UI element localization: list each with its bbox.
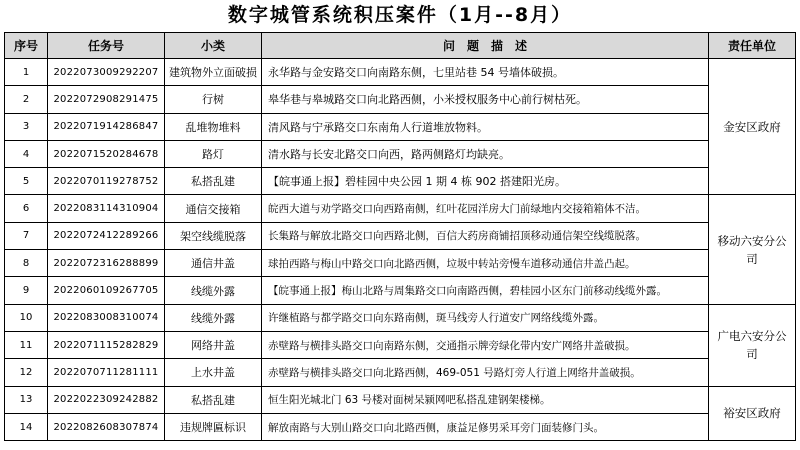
- table-row: [5, 222, 796, 249]
- table-row: [5, 250, 796, 277]
- row-description: 长集路与解放北路交口向西路北侧，百信大药房商铺招顶移动通信架空线缆脱落。: [262, 222, 709, 249]
- row-description: 赤壁路与横排头路交口向北路西侧，469-051 号路灯旁人行道上网络井盖破损。: [262, 359, 709, 386]
- table-header-row: [5, 33, 796, 59]
- row-subcategory: 线缆外露: [165, 277, 262, 304]
- row-task-no: 2022070119278752: [48, 168, 165, 195]
- table-row: [5, 195, 796, 222]
- row-description: 永华路与金安路交口向南路东侧，七里站巷 54 号墙体破损。: [262, 59, 709, 86]
- row-subcategory: 违规牌匾标识: [165, 413, 262, 440]
- row-seq: 13: [5, 386, 48, 413]
- row-task-no: 2022072412289266: [48, 222, 165, 249]
- row-task-no: 2022073009292207: [48, 59, 165, 86]
- responsible-unit-cell: 移动六安分公司: [709, 195, 796, 304]
- row-task-no: 2022070711281111: [48, 359, 165, 386]
- row-subcategory: 行树: [165, 86, 262, 113]
- row-seq: 10: [5, 304, 48, 331]
- responsible-unit-cell: 金安区政府: [709, 59, 796, 195]
- header-task-no: 任务号: [48, 33, 165, 59]
- row-description: 【皖事通上报】梅山北路与周集路交口向南路西侧，碧桂园小区东门前移动线缆外露。: [262, 277, 709, 304]
- row-task-no: 2022071914286847: [48, 113, 165, 140]
- page-title: 数字城管系统积压案件（1月--8月）: [227, 4, 573, 26]
- row-subcategory: 乱堆物堆料: [165, 113, 262, 140]
- row-seq: 2: [5, 86, 48, 113]
- row-subcategory: 私搭乱建: [165, 168, 262, 195]
- table-row: [5, 140, 796, 167]
- row-seq: 1: [5, 59, 48, 86]
- row-task-no: 2022072908291475: [48, 86, 165, 113]
- table-row: [5, 304, 796, 331]
- responsible-unit-cell: 裕安区政府: [709, 386, 796, 441]
- row-task-no: 2022060109267705: [48, 277, 165, 304]
- row-seq: 14: [5, 413, 48, 440]
- row-task-no: 2022072316288899: [48, 250, 165, 277]
- row-description: 球拍西路与梅山中路交口向北路西侧，垃圾中转站旁慢车道移动通信井盖凸起。: [262, 250, 709, 277]
- row-subcategory: 上水井盖: [165, 359, 262, 386]
- row-task-no: 2022022309242882: [48, 386, 165, 413]
- table-row: [5, 413, 796, 440]
- row-description: 清风路与宁承路交口东南角人行道堆放物料。: [262, 113, 709, 140]
- table-row: [5, 277, 796, 304]
- row-subcategory: 网络井盖: [165, 331, 262, 358]
- row-description: 皖西大道与劝学路交口向西路南侧，红叶花园洋房大门前绿地内交接箱箱体不洁。: [262, 195, 709, 222]
- row-seq: 6: [5, 195, 48, 222]
- row-subcategory: 通信井盖: [165, 250, 262, 277]
- row-seq: 4: [5, 140, 48, 167]
- table-row: [5, 113, 796, 140]
- row-subcategory: 通信交接箱: [165, 195, 262, 222]
- row-subcategory: 私搭乱建: [165, 386, 262, 413]
- table-row: [5, 331, 796, 358]
- table-row: [5, 59, 796, 86]
- row-subcategory: 路灯: [165, 140, 262, 167]
- row-seq: 8: [5, 250, 48, 277]
- row-seq: 9: [5, 277, 48, 304]
- row-description: 解放南路与大别山路交口向北路西侧，康益足修男采耳旁门面装修门头。: [262, 413, 709, 440]
- header-seq: 序号: [5, 33, 48, 59]
- row-seq: 11: [5, 331, 48, 358]
- backlog-cases-table: [4, 32, 796, 441]
- row-description: 赤壁路与横排头路交口向南路东侧，交通指示牌旁绿化带内安广网络井盖破损。: [262, 331, 709, 358]
- table-row: [5, 386, 796, 413]
- row-description: 清水路与长安北路交口向西，路两侧路灯均缺亮。: [262, 140, 709, 167]
- row-task-no: 2022071115282829: [48, 331, 165, 358]
- row-task-no: 2022083008310074: [48, 304, 165, 331]
- header-unit: 责任单位: [709, 33, 796, 59]
- row-task-no: 2022083114310904: [48, 195, 165, 222]
- row-description: 许继植路与都学路交口向东路南侧，斑马线旁人行道安广网络线缆外露。: [262, 304, 709, 331]
- row-seq: 3: [5, 113, 48, 140]
- responsible-unit-cell: 广电六安分公司: [709, 304, 796, 386]
- row-task-no: 2022082608307874: [48, 413, 165, 440]
- row-seq: 7: [5, 222, 48, 249]
- row-task-no: 2022071520284678: [48, 140, 165, 167]
- table-row: [5, 359, 796, 386]
- row-subcategory: 线缆外露: [165, 304, 262, 331]
- row-description: 【皖事通上报】碧桂园中央公园 1 期 4 栋 902 搭建阳光房。: [262, 168, 709, 195]
- header-description: 问 题 描 述: [262, 33, 709, 59]
- row-description: 皋华巷与皋城路交口向北路西侧，小米授权服务中心前行树枯死。: [262, 86, 709, 113]
- table-row: [5, 86, 796, 113]
- row-seq: 5: [5, 168, 48, 195]
- table-row: [5, 168, 796, 195]
- row-subcategory: 建筑物外立面破损: [165, 59, 262, 86]
- row-description: 恒生阳光城北门 63 号楼对面树呆颍网吧私搭乱建钢架楼梯。: [262, 386, 709, 413]
- header-subcategory: 小类: [165, 33, 262, 59]
- row-seq: 12: [5, 359, 48, 386]
- row-subcategory: 架空线缆脱落: [165, 222, 262, 249]
